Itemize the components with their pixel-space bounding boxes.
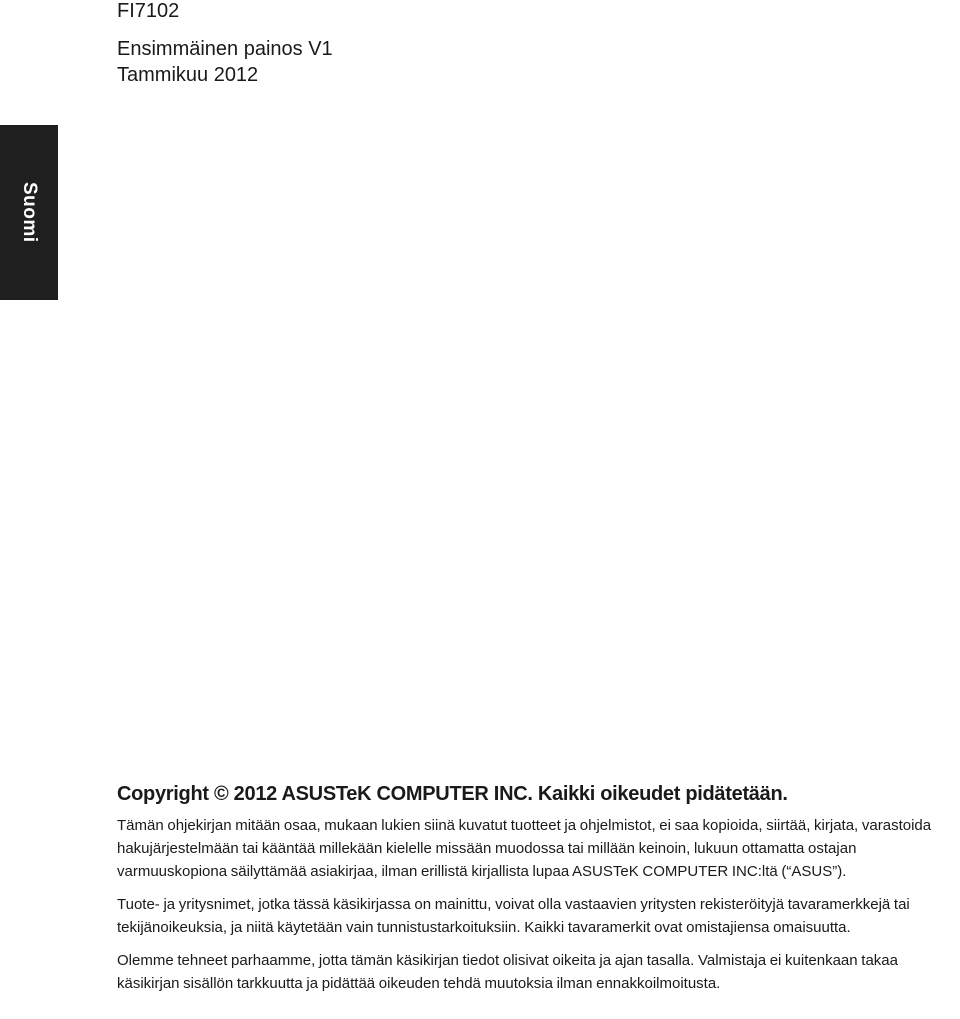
copyright-heading: Copyright © 2012 ASUSTeK COMPUTER INC. Kaikki oikeudet pidätetään. [117, 783, 788, 805]
legal-paragraph-trademarks: Tuote- ja yritysnimet, jotka tässä käsikirjassa on mainittu, voivat olla vastaavien yritysten rekisteröityjä tavaramerkkejä tai tekijänoikeuksia, ja niitä käytetään vain tunnistustarkoituksiin. Kaikki tavaramerkit ovat omistajiensa omaisuutta. [117, 896, 910, 936]
legal-notice [117, 780, 952, 1005]
document-code: FI7102 [117, 0, 180, 22]
document-header [117, 0, 333, 88]
edition-label: Ensimmäinen painos V1 [117, 38, 333, 60]
language-tab-label: Suomi [19, 182, 40, 243]
legal-paragraph-disclaimer: Olemme tehneet parhaamme, jotta tämän käsikirjan tiedot olisivat oikeita ja ajan tasalla. Valmistaja ei kuitenkaan takaa käsikirjan sisällön tarkkuutta ja pidättää oikeuden tehdä muutoksia ilman ennakkoilmoitusta. [117, 952, 898, 992]
language-tab [0, 125, 58, 300]
publication-date: Tammikuu 2012 [117, 64, 259, 86]
legal-paragraph-copying: Tämän ohjekirjan mitään osaa, mukaan lukien siinä kuvatut tuotteet ja ohjelmistot, ei saa kopioida, siirtää, kirjata, varastoida hakujärjestelmään tai kääntää millekään kielelle missään muodossa tai millään keinoin, lukuun ottamatta ostajan varmuuskopiona säilyttämää asiakirjaa, ilman erillistä kirjallista lupaa ASUSTeK COMPUTER INC:ltä (“ASUS”). [117, 817, 932, 880]
